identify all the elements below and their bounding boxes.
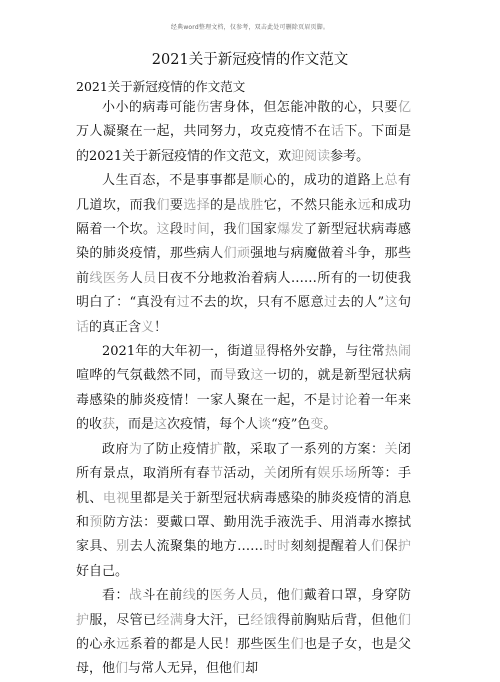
text-run: 小小的病毒可能 [102,100,197,115]
text-run: 刻刻提醒着人 [290,539,372,555]
text-run: 了新型冠状病毒感染的肺炎疫情，那些病人 [76,222,411,262]
highlighted-text: 远 [357,197,372,213]
highlighted-text: 获 [102,417,116,433]
highlighted-text: 关 [384,441,398,457]
text-run: 的 [196,588,210,604]
highlighted-text: 这 [250,368,264,384]
highlighted-text: 话 [76,319,90,335]
text-run: 段 [169,222,184,238]
text-run: 去的人” [337,295,385,311]
text-run: 害身体，但怎能冲散的心，只要 [209,100,398,115]
text-run: 有几道坎，而我 [76,173,411,213]
highlighted-text: 们 [290,636,305,652]
text-run: 它，不然只能永 [263,197,358,213]
highlighted-text: 亿 [397,100,411,115]
text-run: 的真正含 [89,319,142,335]
text-run: 要 [169,197,184,213]
text-run: ，他 [263,588,291,604]
text-run: 散，采取了一系列的方案： [223,441,385,457]
highlighted-text: 迎阅读 [291,148,331,164]
highlighted-text: 热闹 [384,344,411,360]
highlighted-text: 义 [141,319,155,335]
text-run: 喧哗的气氛截然不同，而 [76,368,224,384]
highlighted-text: 话 [330,124,345,140]
text-run: 人 [129,270,144,286]
body-paragraph [76,584,411,682]
header-note: 经典word整理文档，仅参考，双击此处可删除页眉页脚。 [170,24,330,31]
highlighted-text: 们 [232,661,246,677]
document-body [76,96,411,682]
text-run: 人生百态，不是事事都是 [102,173,250,189]
text-run: 看： [102,588,129,604]
text-run: 参考。 [330,148,370,164]
text-run: 身大汗，已 [183,612,251,628]
highlighted-text: 战 [128,588,143,604]
text-run: 心的，成功的道路上 [263,173,385,189]
text-run: 也是子女，也是父母，他 [76,636,411,677]
document-subtitle: 2021关于新冠疫情的作文范文 [76,79,246,94]
highlighted-text: 们 [115,661,129,677]
highlighted-text: 员 [249,588,264,604]
highlighted-text: 伤 [196,100,210,115]
highlighted-text: 们 [156,197,170,213]
highlighted-text: 这 [156,222,170,238]
highlighted-text: 时间 [183,222,211,238]
text-run: 所等：手机、 [76,466,411,506]
highlighted-text: 这 [384,295,398,311]
text-run: 的心永 [76,636,117,652]
highlighted-text: 爆发 [277,222,305,238]
text-run: 的是 [210,197,237,213]
highlighted-text: 娱乐场 [317,466,358,482]
highlighted-text: 这 [154,417,168,433]
text-run: 致 [236,368,251,384]
highlighted-text: 显 [253,344,267,360]
body-paragraph [76,340,411,438]
highlighted-text: 电视 [102,490,130,506]
text-run: 戴着口罩，身穿防 [303,588,411,604]
text-run: 着一年来的收 [76,392,411,433]
highlighted-text: 远 [116,636,130,652]
highlighted-text: 们 [290,588,304,604]
text-run: 人 [236,588,250,604]
highlighted-text: 经满 [156,612,184,628]
highlighted-text: 导 [223,368,237,384]
highlighted-text: 选择 [183,197,211,213]
highlighted-text: 预 [89,514,103,530]
highlighted-text: 线 [182,588,197,604]
text-run: 服，尽管已 [89,612,157,628]
text-run: 句 [397,295,411,311]
text-run: 得格外安静，与往常 [266,344,385,360]
highlighted-text: 经饿 [250,612,278,628]
text-run: 保 [384,539,398,555]
highlighted-text: 们 [371,539,385,555]
highlighted-text: 总 [384,173,398,189]
text-run: 下。下面是的2021关于新冠疫情的作文范文，欢 [76,124,411,164]
highlighted-text: 关 [263,466,278,482]
text-run: 得前胸贴后背，但他 [277,612,398,628]
text-run: 好自己。 [76,563,129,579]
highlighted-text: 过 [176,295,191,311]
text-run: 闭所有 [277,466,318,482]
highlighted-text: 们 [236,222,251,238]
text-run: 与常人无异，但他 [128,661,233,677]
text-run: 2021年的大年初一，街道 [102,344,254,360]
text-run: 万人凝聚在一起，共同努力，攻克疫情不在 [76,124,331,140]
text-run: 系着的都是人民！那些医生 [129,636,291,652]
highlighted-text: 医务 [209,588,237,604]
body-paragraph [76,96,411,169]
highlighted-text: 顺 [249,173,264,189]
document-title: 2021关于新冠疫情的作文范文 [151,52,349,68]
text-run: 和成功隔着一个坎。 [76,197,411,238]
text-run: ，而是 [115,417,155,433]
text-run: 斗在前 [142,588,183,604]
text-run: 。 [323,417,337,433]
highlighted-text: 们顽 [223,246,251,262]
highlighted-text: 别 [116,539,130,555]
text-run: 去人流聚集的地方…… [129,539,264,555]
highlighted-text: 们 [397,612,411,628]
text-run: 了防止疫情 [142,441,210,457]
text-run: 一切的，就是新型冠状病毒感染的肺炎疫情！一家人聚在一起，不是 [76,368,411,408]
highlighted-text: 谈 [258,417,272,433]
highlighted-text: 扩 [209,441,224,457]
highlighted-text: 护 [76,612,90,628]
text-run: 活动， [223,466,264,482]
text-run: 却 [245,661,259,677]
highlighted-text: 为 [128,441,143,457]
highlighted-text: 时时 [263,539,291,555]
text-run: 日夜不分地救治着病人……所有的一切使我明白了：“真没有 [76,270,411,311]
highlighted-text: 过 [323,295,338,311]
text-run: 国家 [250,222,278,238]
text-run: 政府 [102,441,129,457]
highlighted-text: 变 [310,417,324,433]
text-run: 强地与病魔做着斗争，那些前 [76,246,411,286]
text-run: 次疫情，每个人 [167,417,259,433]
text-run: 防方法：要戴口罩、勤用洗手液洗手、用消毒水擦拭家具、 [76,514,411,555]
text-run: 不去的坎，只有不愿意 [190,295,324,311]
body-paragraph [76,169,411,340]
text-run: 闭所有景点，取消所有春 [76,441,411,482]
highlighted-text: 护 [397,539,411,555]
highlighted-text: 员 [143,270,157,286]
highlighted-text: 战胜 [236,197,264,213]
text-run: 里都是关于新型冠状病毒感染的肺炎疫情的消息和 [76,490,411,530]
highlighted-text: 讨论 [330,392,358,408]
text-run: ！ [154,319,168,335]
body-paragraph [76,438,411,584]
highlighted-text: 节 [210,466,224,482]
text-run: “疫”色 [271,417,311,433]
text-run: ，我 [210,222,237,238]
highlighted-text: 线医务 [89,270,130,286]
